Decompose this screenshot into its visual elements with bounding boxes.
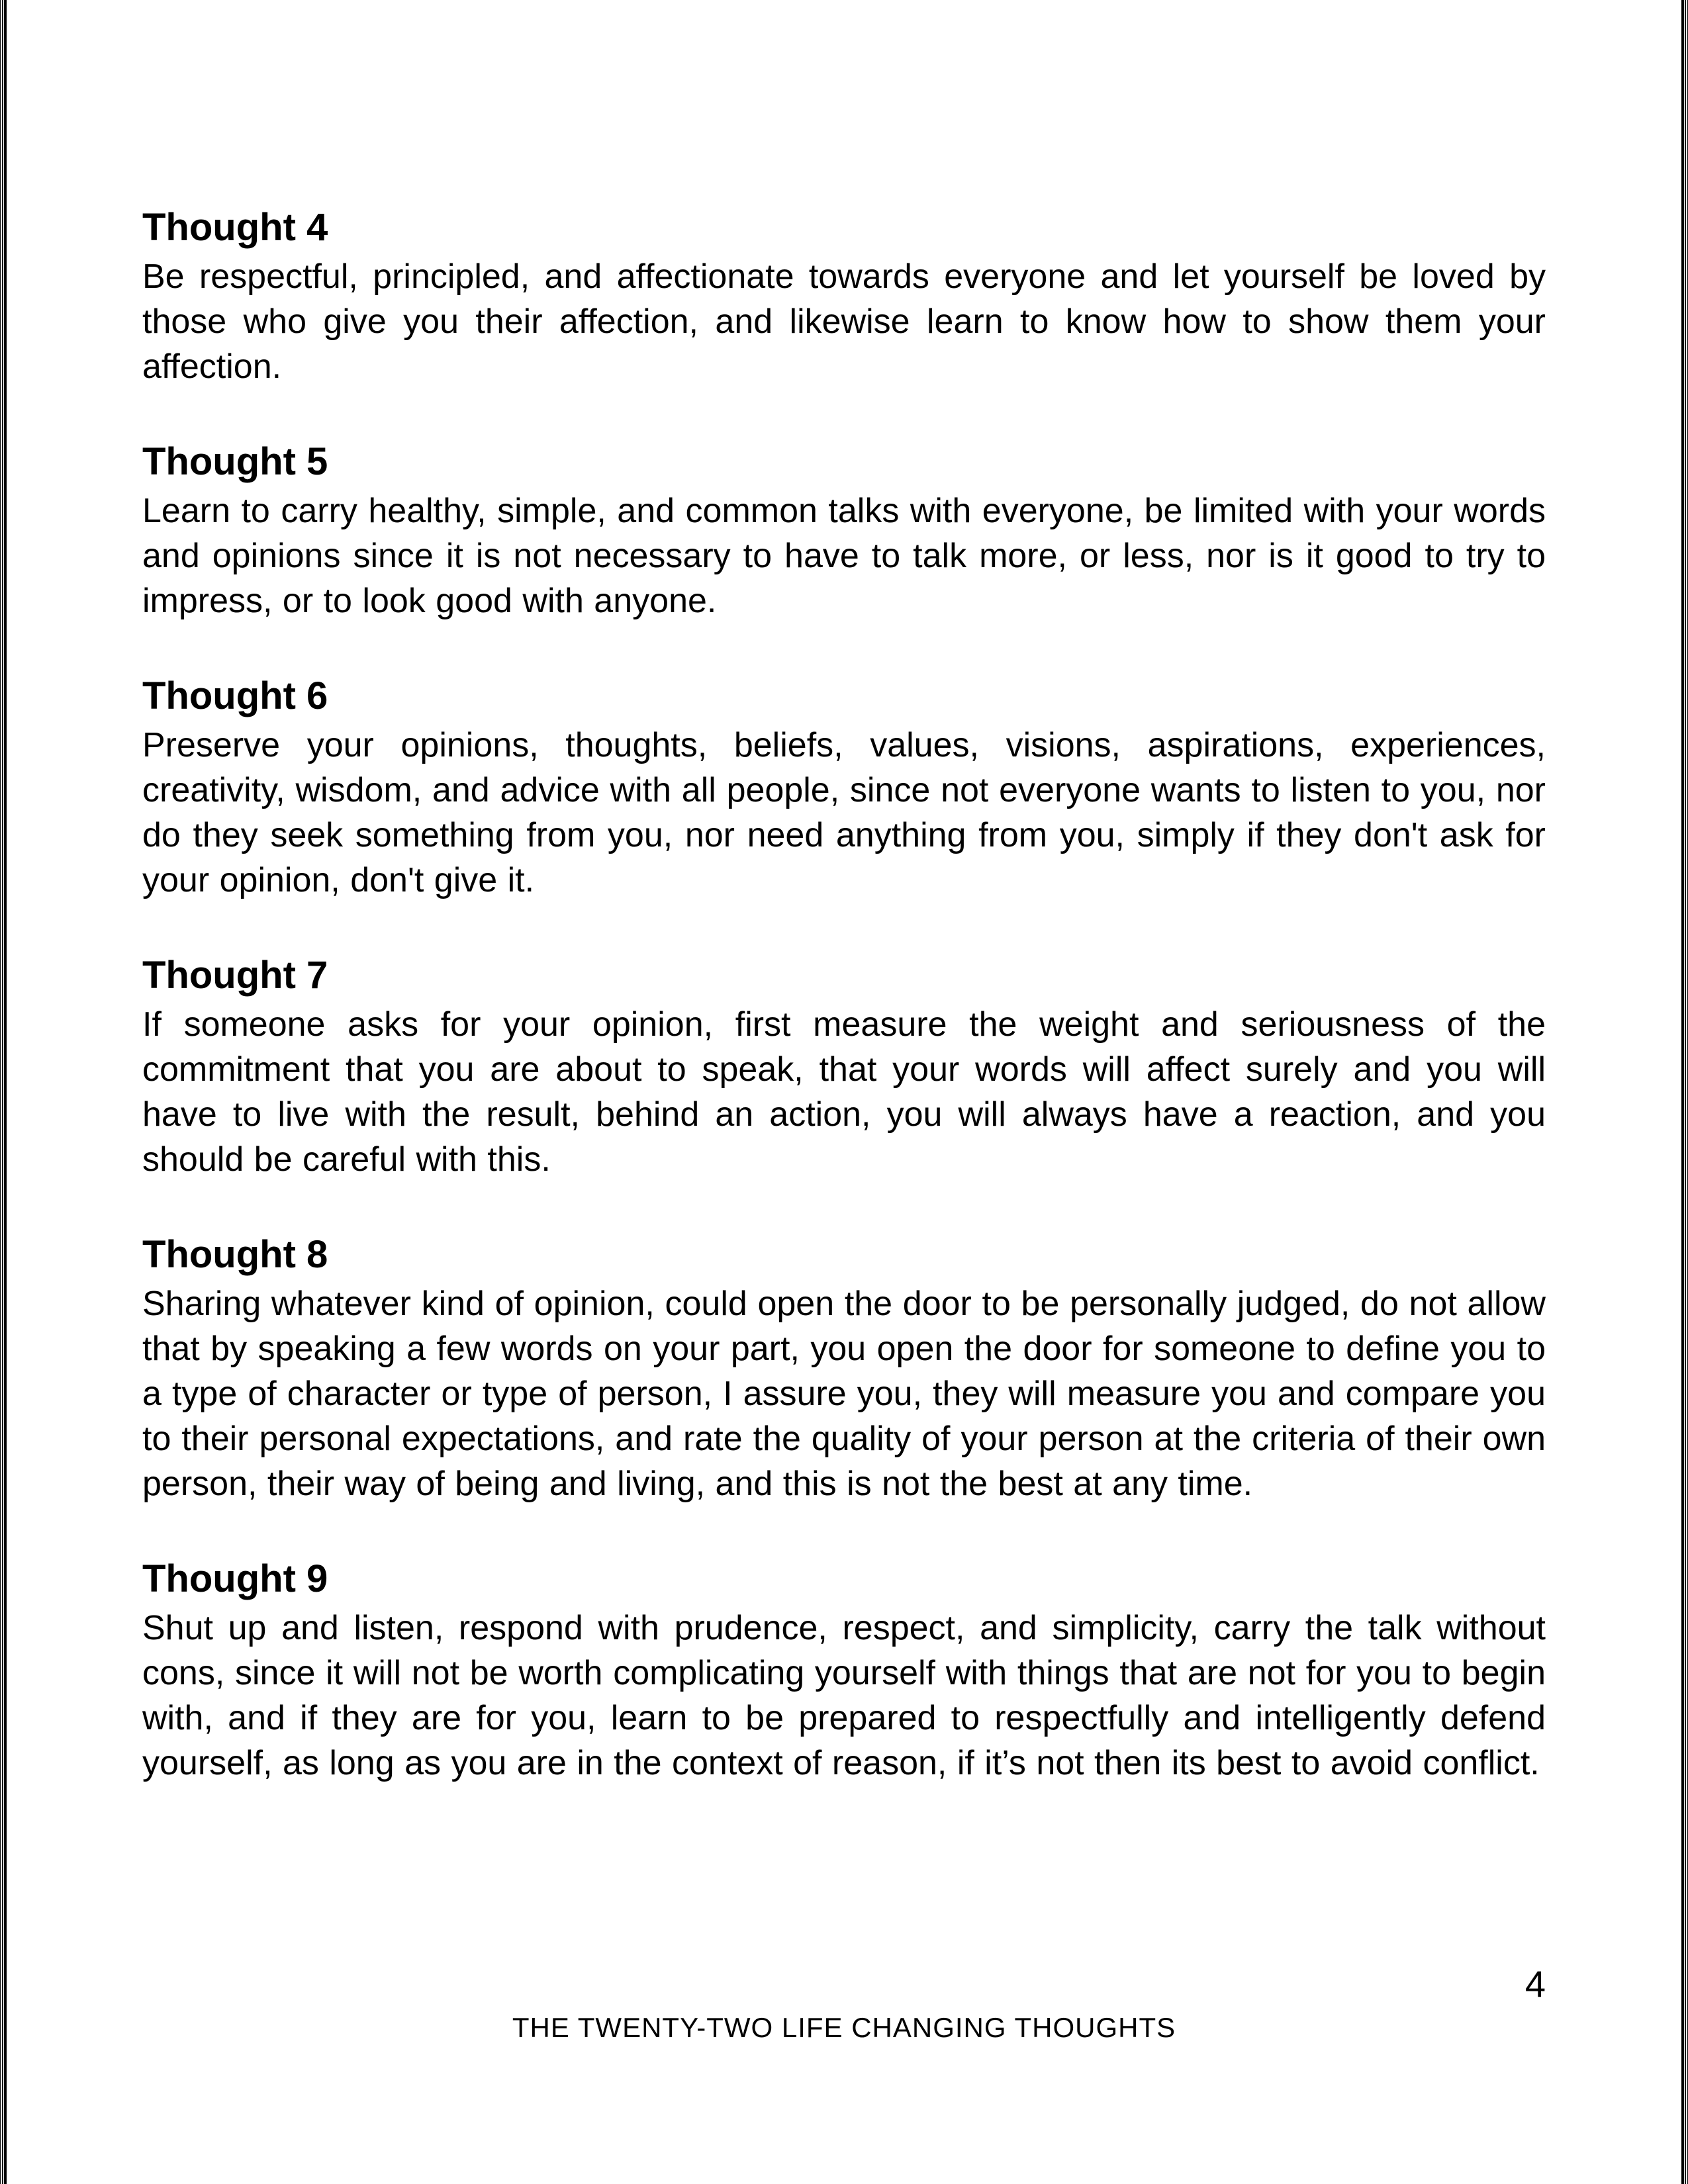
thought-8-heading: Thought 8 xyxy=(142,1233,328,1276)
thought-8-body: Sharing whatever kind of opinion, could open the door to be personally judged, do not allow that by speaking a few words on your part, you open the door for someone to define you to a type of character or type of person, I assure you, they will measure you and compare you to their personal expectations, and rate the quality of your person at the criteria of their own person, their way of being and living, and this is not the best at any time. xyxy=(142,1285,1546,1503)
thought-6-body: Preserve your opinions, thoughts, beliefs, values, visions, aspirations, experiences, creativity, wisdom, and advice with all people, since not everyone wants to listen to you, nor do they seek something from you, nor need anything from you, simply if they don't ask for your opinion, don't give it. xyxy=(142,726,1546,899)
page-border-left xyxy=(0,0,7,2184)
thought-5-heading: Thought 5 xyxy=(142,440,328,483)
thought-section-7 xyxy=(142,952,1546,1182)
thought-9-heading: Thought 9 xyxy=(142,1557,328,1600)
thought-7-body: If someone asks for your opinion, first measure the weight and seriousness of the commitment that you are about to speak, that your words will affect surely and you will have to live with the result, behind an action, you will always have a reaction, and you should be careful with this. xyxy=(142,1005,1546,1179)
page-border-right xyxy=(1681,0,1688,2184)
thought-9-body: Shut up and listen, respond with prudence, respect, and simplicity, carry the talk without cons, since it will not be worth complicating yourself with things that are not for you to begin with, and if they are for you, learn to be prepared to respectfully and intelligently defend yourself, as long as you are in the context of reason, if it’s not then its best to avoid conflict. xyxy=(142,1609,1546,1782)
document-body xyxy=(142,204,1546,1786)
thought-4-heading: Thought 4 xyxy=(142,206,328,249)
footer-title: THE TWENTY-TWO LIFE CHANGING THOUGHTS xyxy=(512,2012,1176,2043)
thought-7-heading: Thought 7 xyxy=(142,954,328,997)
thought-4-body: Be respectful, principled, and affectionate towards everyone and let yourself be loved by those who give you their affection, and likewise learn to know how to show them your affection. xyxy=(142,257,1546,386)
thought-5-body: Learn to carry healthy, simple, and common talks with everyone, be limited with your words and opinions since it is not necessary to have to talk more, or less, nor is it good to try to impress, or to look good with anyone. xyxy=(142,492,1546,620)
page-number: 4 xyxy=(1524,1963,1546,2005)
thought-section-5 xyxy=(142,438,1546,623)
thought-6-heading: Thought 6 xyxy=(142,674,328,717)
thought-section-9 xyxy=(142,1555,1546,1786)
thought-section-4 xyxy=(142,204,1546,389)
thought-section-6 xyxy=(142,672,1546,903)
thought-section-8 xyxy=(142,1231,1546,1506)
